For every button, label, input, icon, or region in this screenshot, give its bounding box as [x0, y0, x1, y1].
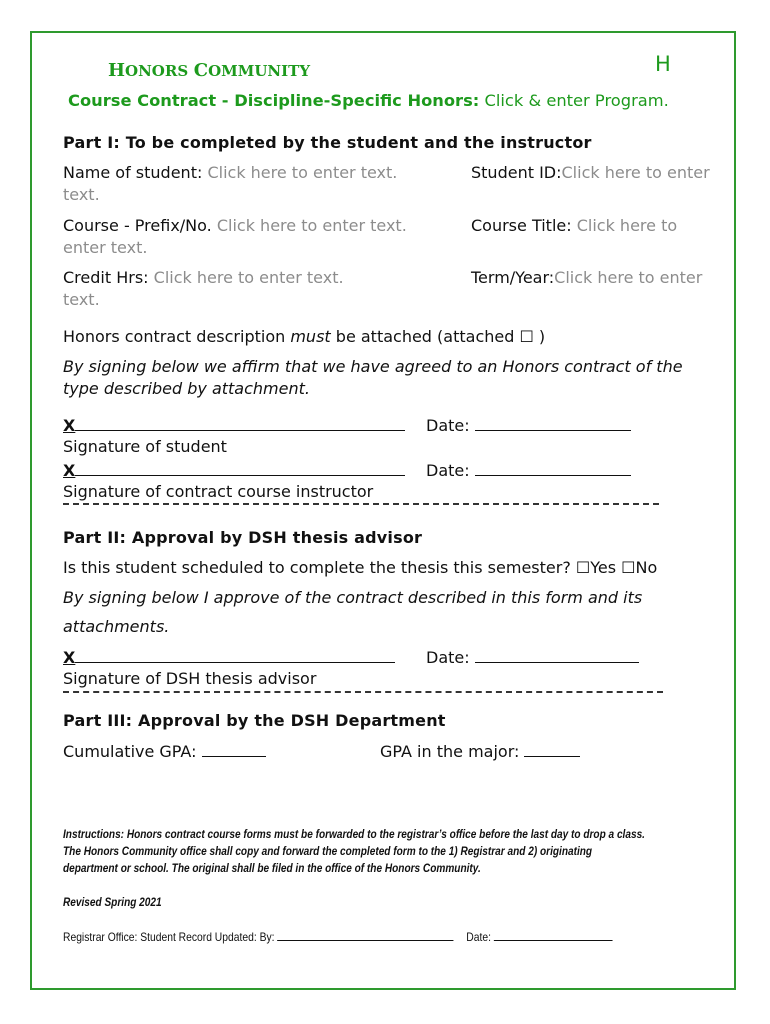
student-name-wrap[interactable]: text. [63, 185, 100, 204]
student-id-field[interactable]: Click here to enter [561, 163, 710, 182]
term-year-label: Term/Year: [471, 268, 555, 287]
description-must: must [290, 327, 331, 346]
org-title-initial: H [108, 60, 126, 81]
attached-checkbox[interactable]: be attached (attached ☐ ) [335, 327, 546, 346]
major-gpa[interactable] [380, 740, 580, 763]
student-name-row [63, 162, 397, 184]
description-note [63, 326, 545, 348]
course-prefix-row [63, 215, 407, 237]
student-id-label: Student ID: [471, 163, 562, 182]
affirm-line-1: By signing below we affirm that we have agreed to an Honors contract of the [63, 357, 683, 376]
student-date[interactable] [426, 414, 631, 437]
course-wrap[interactable]: enter text. [63, 238, 148, 257]
org-title-rest: ONORS [125, 62, 189, 80]
instructions-line-3: department or school. The original shall be filed in the office of the Honors Community. [63, 861, 481, 875]
revised-date: Revised Spring 2021 [63, 895, 162, 909]
section-divider-1 [63, 503, 659, 505]
course-title-field[interactable]: Click here to [576, 216, 678, 235]
approve-line-1: By signing below I approve of the contract described in this form and its [63, 588, 643, 607]
instructor-signature-line[interactable] [63, 459, 405, 482]
registrar-label: Registrar Office: Student Record Updated: By: [63, 930, 275, 944]
description-prefix: Honors contract description [63, 327, 286, 346]
contract-title-line [68, 90, 669, 112]
student-signature-label: Signature of student [63, 437, 227, 456]
org-title [108, 60, 310, 81]
credit-hrs-label: Credit Hrs: [63, 268, 149, 287]
org-title-initial-2: C [193, 60, 209, 81]
part3-heading: Part III: Approval by the DSH Department [63, 711, 446, 730]
credit-wrap[interactable]: text. [63, 290, 100, 309]
corner-letter: H [655, 52, 671, 76]
contract-label: Course Contract - Discipline-Specific Honors: [68, 91, 480, 110]
student-name-label: Name of student: [63, 163, 203, 182]
part2-heading: Part II: Approval by DSH thesis advisor [63, 528, 423, 547]
major-gpa-label: GPA in the major: [380, 742, 520, 761]
course-title-row [471, 215, 677, 237]
org-title-rest-2: OMMUNITY [208, 62, 311, 80]
approve-line-2: attachments. [63, 617, 170, 636]
advisor-date-label: Date: [426, 648, 470, 667]
term-year-row [471, 267, 702, 289]
advisor-date[interactable] [426, 646, 639, 669]
course-prefix-label: Course - Prefix/No. [63, 216, 212, 235]
registrar-date-label: Date: [466, 930, 491, 944]
credit-hrs-row [63, 267, 344, 289]
student-sig-x: X [63, 416, 76, 435]
term-year-field[interactable]: Click here to enter [554, 268, 703, 287]
student-signature-line[interactable] [63, 414, 405, 437]
affirm-line-2: type described by attachment. [63, 379, 310, 398]
instructions-line-1: Instructions: Honors contract course forms must be forwarded to the registrar’s office before the last day to drop a class. [63, 827, 645, 841]
cumulative-gpa[interactable] [63, 740, 266, 763]
registrar-record-line[interactable] [63, 928, 613, 946]
student-id-row [471, 162, 710, 184]
part1-heading: Part I: To be completed by the student and the instructor [63, 133, 592, 152]
advisor-sig-x: X [63, 648, 76, 667]
course-prefix-field[interactable]: Click here to enter text. [216, 216, 407, 235]
instructor-sig-x: X [63, 461, 76, 480]
instructor-date-label: Date: [426, 461, 470, 480]
thesis-question[interactable]: Is this student scheduled to complete the thesis this semester? ☐Yes ☐No [63, 558, 658, 577]
instructions-line-2: The Honors Community office shall copy and forward the completed form to the 1) Registrar and 2) originating [63, 844, 593, 858]
course-title-label: Course Title: [471, 216, 572, 235]
student-date-label: Date: [426, 416, 470, 435]
student-name-field[interactable]: Click here to enter text. [207, 163, 398, 182]
advisor-signature-line[interactable] [63, 646, 395, 669]
program-field[interactable]: Click & enter Program. [484, 91, 669, 110]
section-divider-2 [63, 691, 663, 693]
advisor-signature-label: Signature of DSH thesis advisor [63, 669, 317, 688]
cumulative-gpa-label: Cumulative GPA: [63, 742, 197, 761]
credit-hrs-field[interactable]: Click here to enter text. [153, 268, 344, 287]
instructor-date[interactable] [426, 459, 631, 482]
instructor-signature-label: Signature of contract course instructor [63, 482, 374, 501]
